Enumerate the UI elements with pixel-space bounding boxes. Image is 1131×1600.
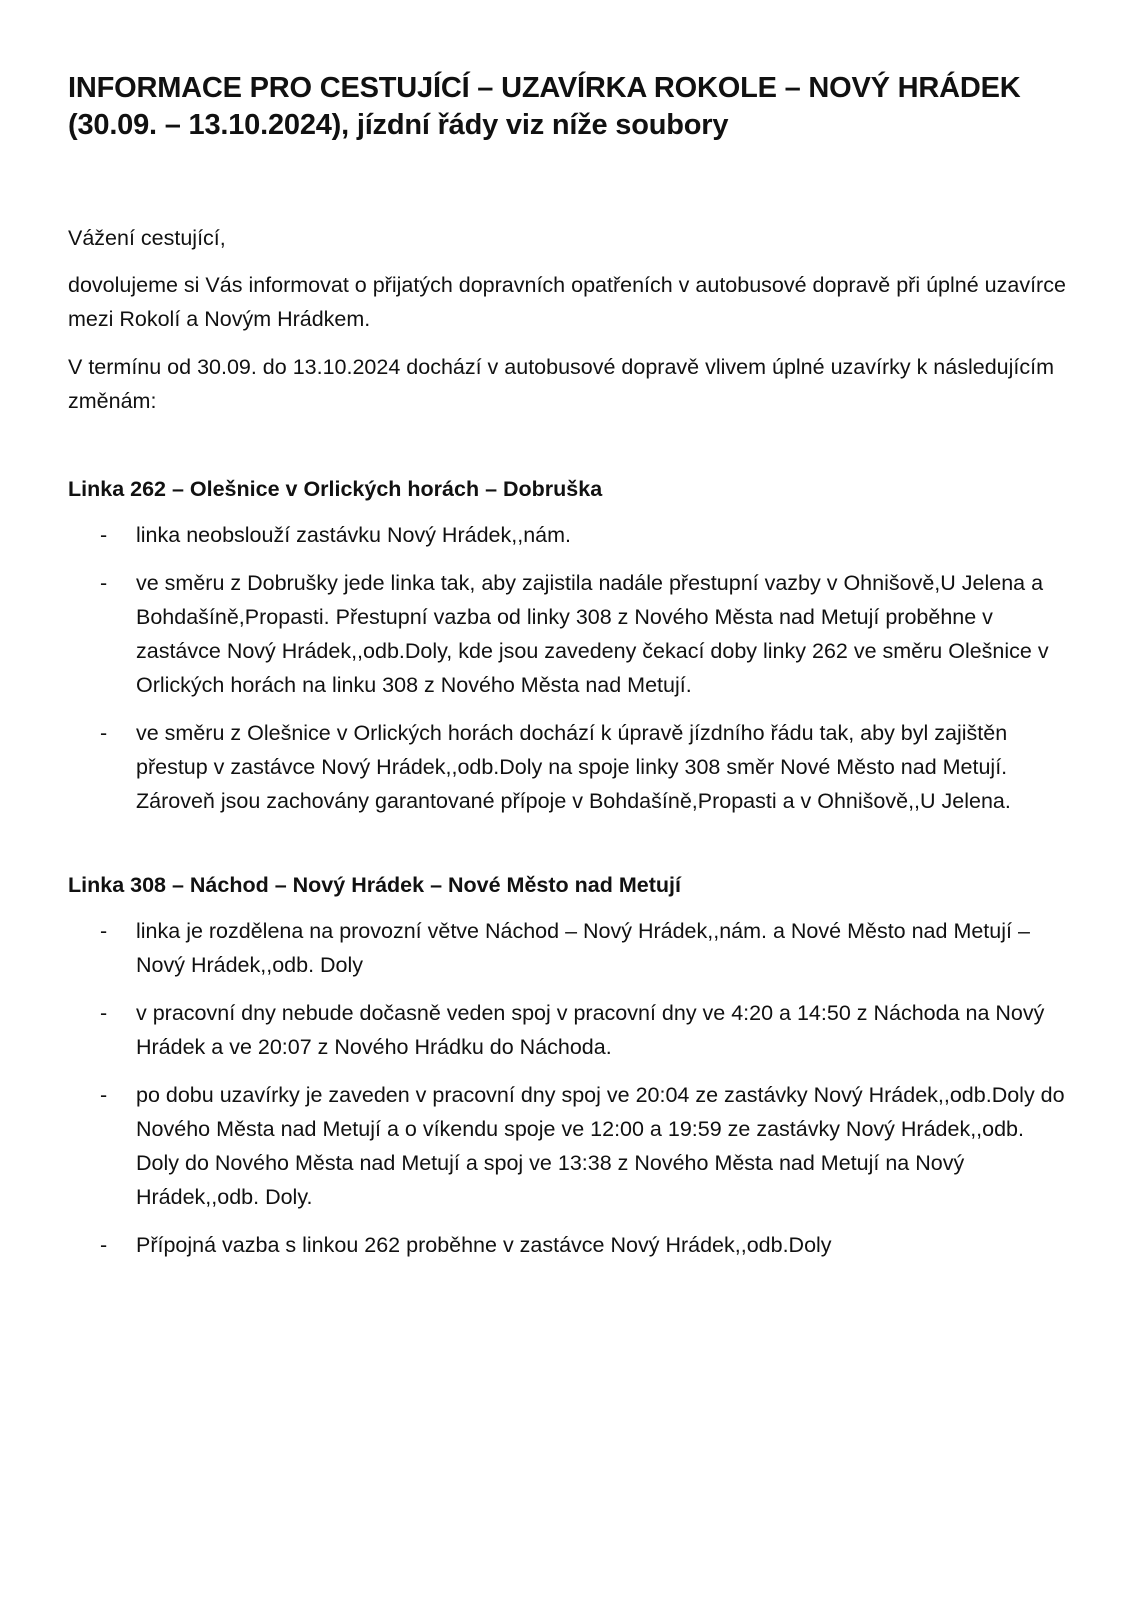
section-line-262	[68, 474, 1068, 818]
list-item-text: v pracovní dny nebude dočasně veden spoj v pracovní dny ve 4:20 a 14:50 z Náchoda na Nový Hrádek a ve 20:07 z Nového Hrádku do Náchoda.	[136, 1001, 1045, 1059]
bullet-list	[68, 518, 1068, 818]
section-heading: Linka 262 – Olešnice v Orlických horách – Dobruška	[68, 477, 603, 501]
list-item-text: linka neobslouží zastávku Nový Hrádek,,nám.	[136, 523, 571, 547]
document-page	[68, 70, 1068, 1262]
list-item	[68, 1228, 1068, 1262]
list-item-text: po dobu uzavírky je zaveden v pracovní dny spoj ve 20:04 ze zastávky Nový Hrádek,,odb.Doly do Nového Města nad Metují a o víkendu spoje ve 12:00 a 19:59 ze zastávky Nový Hrádek,,odb. Doly do Nového Města nad Metují a spoj ve 13:38 z Nového Města nad Metují na Nový Hrádek,,odb. Doly.	[136, 1083, 1065, 1209]
list-item	[68, 716, 1068, 818]
term-paragraph: V termínu od 30.09. do 13.10.2024 dochází v autobusové dopravě vlivem úplné uzavírky k následujícím změnám:	[68, 355, 1055, 413]
intro-paragraph: dovolujeme si Vás informovat o přijatých dopravních opatřeních v autobusové dopravě při úplné uzavírce mezi Rokolí a Novým Hrádkem.	[68, 273, 1066, 331]
bullet-dash: -	[100, 721, 108, 745]
section-heading: Linka 308 – Náchod – Nový Hrádek – Nové Město nad Metují	[68, 873, 681, 897]
list-item-text: ve směru z Olešnice v Orlických horách dochází k úpravě jízdního řádu tak, aby byl zajištěn přestup v zastávce Nový Hrádek,,odb.Doly na spoje linky 308 směr Nové Město nad Metují. Zároveň jsou zachovány garantované přípoje v Bohdašíně,Propasti a v Ohnišově,,U Jelena.	[136, 721, 1011, 813]
bullet-dash: -	[100, 1083, 108, 1107]
bullet-list	[68, 914, 1068, 1262]
bullet-dash: -	[100, 523, 108, 547]
list-item	[68, 914, 1068, 982]
section-line-308	[68, 870, 1068, 1262]
list-item	[68, 566, 1068, 702]
list-item-text: Přípojná vazba s linkou 262 proběhne v zastávce Nový Hrádek,,odb.Doly	[136, 1233, 832, 1257]
bullet-dash: -	[100, 1001, 108, 1025]
bullet-dash: -	[100, 571, 108, 595]
list-item-text: ve směru z Dobrušky jede linka tak, aby zajistila nadále přestupní vazby v Ohnišově,U Jelena a Bohdašíně,Propasti. Přestupní vazba od linky 308 z Nového Města nad Metují proběhne v zastávce Nový Hrádek,,odb.Doly, kde jsou zavedeny čekací doby linky 262 ve směru Olešnice v Orlických horách na linku 308 z Nového Města nad Metují.	[136, 571, 1049, 697]
list-item	[68, 518, 1068, 552]
bullet-dash: -	[100, 1233, 108, 1257]
list-item-text: linka je rozdělena na provozní větve Náchod – Nový Hrádek,,nám. a Nové Město nad Metují – Nový Hrádek,,odb. Doly	[136, 919, 1030, 977]
greeting: Vážení cestující,	[68, 226, 226, 250]
bullet-dash: -	[100, 919, 108, 943]
document-title: INFORMACE PRO CESTUJÍCÍ – UZAVÍRKA ROKOLE – NOVÝ HRÁDEK (30.09. – 13.10.2024), jízdní řády viz níže soubory	[68, 72, 1021, 141]
list-item	[68, 996, 1068, 1064]
list-item	[68, 1078, 1068, 1214]
